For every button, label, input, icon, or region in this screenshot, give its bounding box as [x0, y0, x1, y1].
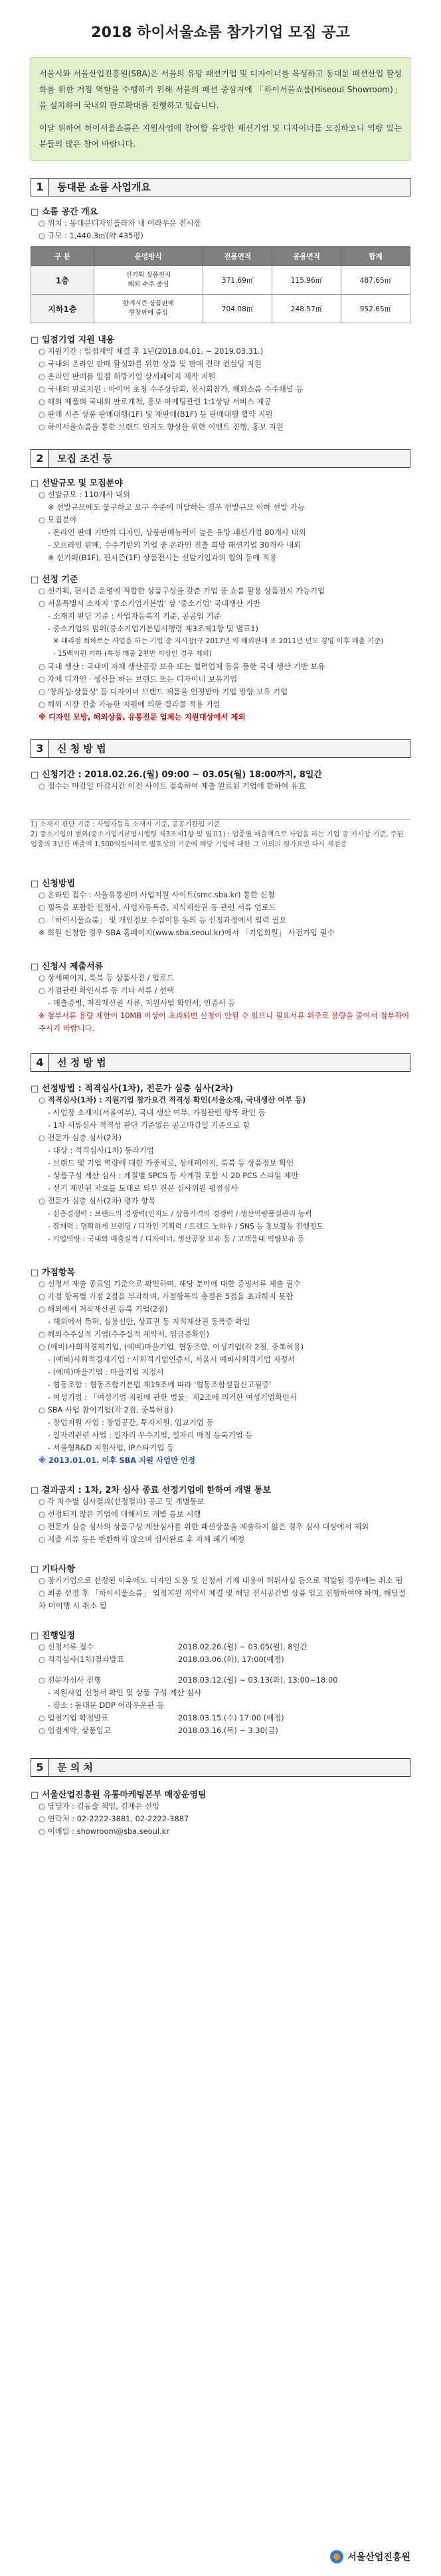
page-title: 2018 하이서울쇼룸 참가기업 모집 공고 [91, 25, 350, 41]
sba-note: ※ 2013.01.01. 이후 SBA 지원 사업만 인정 [39, 1456, 195, 1465]
subsection-title: □ 진행일정 [31, 1631, 76, 1641]
table-header: 합계 [341, 247, 410, 266]
section-header-3 [31, 738, 410, 759]
table-cell: 371.69㎡ [203, 266, 272, 295]
list-item: - 온라인 판매 기반의 디자인, 상품판매능력이 높은 유망 패션기업 80개사 내외 [48, 528, 306, 537]
warning-note: ※ 첨부서류 용량 제한이 10MB 이상이 초과되면 신청이 안될 수 있으니 필요서류 위주로 용량을 줄여서 첨부하여 주시기 바랍니다. [39, 1011, 410, 1033]
list-item: - 1차 서류심사 적격성 판단 기준없은 공고마감일 기준으로 함 [48, 1120, 250, 1130]
list-item: ○ 전문가 심층 심사의 상품구성 계산심사를 위한 패션상품을 제출하지 않은 경우 심사 대상에서 제외 [39, 1522, 369, 1531]
sba-logo-icon [330, 2550, 343, 2563]
list-item: ○ (예비)사회적경제기업, (예비)마을기업, 협동조합, 여성기업(각 2점, 중복허용) [39, 1342, 304, 1351]
list-item: - 협동조합 : 협동조합기본법 제19조에 따라 '협동조합설립신고필증' [48, 1380, 272, 1389]
table-header: 구 분 [31, 247, 94, 266]
subsection-title: □ 가점항목 [31, 1268, 76, 1278]
section-header-4 [31, 1052, 410, 1073]
table-header: 전용면적 [203, 247, 272, 266]
list-item: ○ 전문가 심층 심사(2차) [39, 1133, 122, 1142]
subsection-title: □ 선정방법 : 적격심사(1차), 전문가 심층 심사(2차) [31, 1084, 233, 1094]
list-item: - 사업장 소재지(서울여부), 국내 생산 여부, 가점관련 항목 확인 등 [48, 1108, 266, 1117]
table-header: 공용면적 [272, 247, 341, 266]
list-item: - 중소기업의 범위(중소기업기본법시행령 제3조제1항 및 별표1) [48, 624, 258, 633]
table-cell: 지하1층 [31, 295, 94, 323]
list-item: ※ 선발규모에도 불구하고 요구 수준에 미달하는 경우 선발규모 이하 선발 가능 [48, 502, 305, 512]
section-header-2 [31, 448, 410, 469]
table-cell: 115.96㎡ [272, 266, 341, 295]
section-number: 3 [31, 739, 49, 758]
space-table [31, 246, 410, 323]
table-cell: 704.08㎡ [203, 295, 272, 323]
table-cell: 952.65㎡ [341, 295, 410, 323]
list-item: ○ 제출 서류 등은 반환하지 않으며 심사완료 후 자체 폐기 예정 [39, 1535, 245, 1544]
schedule-row: ○ 입점계약, 상품입고 2018.03.16.(목) ~ 3.30(금) [39, 1726, 278, 1735]
intro-paragraph: 서울시와 서울산업진흥원(SBA)은 서울의 유망 패션기업 및 디자이너를 육성하고 동대문 패션산업 활성화를 위한 거점 역할을 수행하기 위해 서울의 패션 중심지에 「하이서울쇼룸(Hiseoul Showroom)」을 설치하여 국내외 판로확대를 진행하고 있습니다. [39, 69, 402, 110]
schedule-row: ○ 신청서류 접수 2018.02.26.(월) ~ 03.05(월), 8일간 [39, 1642, 308, 1651]
list-item: - 해외에서 특허, 실용신안, 상표권 등 지적재산권 등록증 확인 [48, 1317, 250, 1326]
subsection-title: □ 입점기업 지원 내용 [31, 335, 115, 345]
subsection-title: □ 결과공지 : 1차, 2차 심사 종료 선정기업에 한하여 개별 통보 [31, 1485, 272, 1495]
section-number: 4 [31, 1053, 49, 1072]
contact-person: ○ 담당자 : 김동술 책임, 김재은 선임 [39, 1801, 160, 1811]
list-item: ○ 해외수주실적 기업(수주실적 계약서, 입금증확인) [39, 1329, 209, 1339]
section-title: 동대문 쇼룸 사업개요 [49, 178, 410, 196]
list-item: ○ 온라인 접수 : 서울유통센터 사업지원 사이트(smc.sba.kr) 통한 신청 [39, 890, 275, 899]
list-item: ○ 전문가 심층 심사(2차) 평가 항목 [39, 1196, 156, 1205]
list-item: - 15백억원 이하 (특정 매출 2천만 이상인 경우 제외) [53, 650, 212, 658]
section-number: 5 [31, 1758, 49, 1777]
footer-logo [330, 2550, 410, 2563]
list-item: - 일자리관련 사업 : 일자리 우수기업, 일자리 매칭 등록기업 등 [48, 1430, 253, 1440]
list-item: ○ 온라인 판매를 입점 희망기업 상세페이지 제작 지원 [39, 372, 216, 381]
subsection-title: □ 쇼룸 공간 개요 [31, 207, 98, 217]
footnote: 1) 소재지 판단 기준 : 사업자등록 소재지 기준, 공공기관입 기준 [31, 820, 220, 828]
subsection-title: □ 선정 기준 [31, 575, 78, 585]
list-item: - 대상 : 적격심사(1차) 통과기업 [48, 1146, 154, 1155]
list-item: ○ 참가기업으로 선정된 이후에도 디자인 도용 및 신청서 기재 내용이 허위사실 등으로 적발될 경우에는 취소 됨 [39, 1576, 403, 1585]
list-item: ○ 가점관련 확인서류 등 기타 서류 / 선택 [39, 986, 175, 995]
list-item: ○ '창의성·상품성' 등 디자이너 브랜드 제품을 인정받아 기업 방향 보유 기업 [39, 687, 288, 696]
list-item: ○ 하이서울쇼룸을 통한 브랜드 인지도 향상을 위한 이벤트 진행, 홍보 지원 [39, 422, 284, 431]
exclusion-note: ※ 디자인 모방, 해외상품, 유통전문 업체는 지원대상에서 제외 [39, 712, 246, 721]
subsection-title: □ 신청방법 [31, 879, 76, 889]
list-item: ○ 최종 선정 후 「하이서울쇼룸」 입점지원 계약서 체결 및 해당 전시공간별 상품 입고 진행하여야 하며, 해당절차 미이행 시 취소 됨 [39, 1588, 406, 1610]
schedule-row: ○ 적격심사(1차)결과발표 2018.03.06.(화), 17:00(예정) [39, 1655, 284, 1664]
list-item: ※ 회원 신청한 경우 SBA 홈페이지(www.sba.seoul.kr)에서 「기업회원」 사전가입 필수 [39, 928, 335, 937]
section-title: 모집 조건 등 [49, 449, 410, 468]
list-item: ※ 선기획(B1F), 편시즌(1F) 상품전시는 선발기업과의 협의 등에 적용 [48, 553, 277, 562]
list-item: - 여성기업 : 「여성기업 지원에 관한 법률」제2조에 의거한 여성기업확인서 [48, 1393, 298, 1402]
table-header: 운영방식 [94, 247, 203, 266]
table-cell: 한계시즌 상품판매 현장판매 중심 [94, 295, 203, 323]
section-number: 1 [31, 178, 49, 196]
intro-paragraph: 이달 위하여 하이서울쇼룸은 지원사업에 참여할 유망한 패션기업 및 디자이너를 모집하오니 역량 있는 분들의 많은 참여 바랍니다. [39, 123, 402, 149]
schedule-row: - 장소 : 동대문 DDP 어라우운관 등 [48, 1701, 165, 1710]
list-item: ○ 해외 시장 진출 가능한 지원에 의한 결과물 적용 기업 [39, 700, 220, 709]
section-number: 2 [31, 449, 49, 468]
list-item: - 브랜드 및 기업 역량에 대한 가중치로, 상세페이지, 룩북 등 상품정보 확인 [48, 1158, 294, 1168]
section-title: 문 의 처 [49, 1758, 410, 1777]
list-item: - 심층경쟁력 : 브랜드의 경쟁력(인지도 / 상품가격의 경쟁력 / 생산역량품질관리 능력 [48, 1209, 312, 1218]
list-item: ○ 선기획, 편시즌 운영에 적합한 상품구성을 갖춘 기업 중 쇼룸 활용 상품전시 가능기업 [39, 586, 325, 595]
list-item: - 선기 제안된 자료를 토대로 외부 전문 심사위원 평점심사 [48, 1183, 238, 1193]
subsection-title: □ 선발규모 및 모집분야 [31, 479, 123, 489]
section-title: 선 정 방 법 [49, 1053, 410, 1072]
subsection-title: □ 기타사항 [31, 1564, 76, 1574]
list-item: ○ 가점 항목별 가점 2점을 부과하며, 가점항목의 총점은 5점을 초과하지 못함 [39, 1292, 294, 1301]
subsection-title: □ 신청시 제출서류 [31, 962, 104, 972]
list-item: ○ 규모 : 1,440.3㎡(약 435평) [39, 231, 143, 240]
list-item: ○ 접수는 마감일 마감시간 이전 사이트 접속하여 제출 완료된 기업에 한하여 유효 [39, 781, 306, 791]
list-item: ○ 위치 : 동대문디자인플라자 내 어라우운 전시장 [39, 218, 201, 228]
subsection-title: □ 신청기간 : 2018.02.26.(월) 09:00 ~ 03.05(월) 18:00까지, 8일간 [31, 770, 322, 780]
contact-org: □ 서울산업진흥원 유통마케팅본부 매장운영팀 [31, 1790, 207, 1800]
list-item: ○ 선발규모 : 110개사 내외 [39, 490, 131, 499]
intro-box [31, 57, 410, 161]
list-item: ○ 국내외 판로지원 : 바이어 초청 수주상담회, 전시회참가, 해외쇼룸 수주채널 등 [39, 384, 304, 394]
schedule-row: ○ 전문가심사 진행 2018.03.12.(월) ~ 03.13(화), 13:00~18:00 [39, 1675, 338, 1685]
list-item: ○ 지원기간 : 입점계약 체결 후 1년(2018.04.01. ~ 2019.03.31.) [39, 346, 264, 356]
table-cell: 선기획 상품전시 해외 수주 중심 [94, 266, 203, 295]
schedule-row: - 지원사업 신청서 확인 및 상품 구성 계산 심사 [48, 1688, 202, 1697]
table-row [31, 266, 410, 295]
list-item: ○ 해외 제품의 국내외 판로개척, 홍보·마케팅관련 1:1상담 서비스 제공 [39, 397, 272, 406]
list-item: ○ 모집분야 [39, 515, 77, 524]
list-item: ○ 서울특별시 소재지 '중소기업기본법' 상 '중소기업' 국내생산 기반 [39, 599, 260, 608]
table-row [31, 295, 410, 323]
list-item: - 매출증빙, 저작재산권 서류, 지원사업 확인서, 인증서 등 [48, 998, 236, 1008]
schedule-row: ○ 입점기업 확정발표 2018.03.15.(수) 17:00 (예정) [39, 1713, 284, 1722]
list-item: ○ 국내 생산 : 국내에 자체 생산공장 보유 또는 협력업체 등을 통한 국내 생산 기반 보유 [39, 662, 325, 671]
footer-org-name: 서울산업진흥원 [347, 2552, 410, 2563]
list-item: - 창업지원 사업 : 창업공간, 투자지원, 입교기업 등 [48, 1418, 214, 1427]
list-item: ○ 적격심사(1차) : 지원기업 참가요건 적격성 확인(서울소재, 국내생산 여부 등) [39, 1095, 306, 1104]
list-item: - 상품구성 계산 심사 : 계절별 SPCS 등 사계절 포함 시 20 PCS 스타일 제안 [48, 1171, 299, 1180]
list-item: - 기업역량 : 국내외 매출실적 / 디자이너, 생산공장 보유 등 / 고객응대 역량보유 등 [48, 1235, 305, 1243]
list-item: ※ 대리점 회차로는 사업을 하는 기업 중 지시장(구 2017년 약 해외판매 조 2011년 년도 경영 이후 매출 기준) [53, 637, 384, 645]
list-item: - 오프라인 판매, 수주기반의 기업 중 온라인 진출 희망 패션기업 30개사 내외 [48, 540, 302, 550]
list-item: ○ 신청서 제출 종료일 기준으로 확인하며, 해당 분야에 대한 증빙서류 제출 필수 [39, 1279, 301, 1288]
list-item: ○ 판매 시즌 상품 판매대행(1F) 및 재판매(B1F) 등 판매대행 협약 지원 [39, 410, 273, 419]
list-item: ○ 선정되지 않은 기업에 대해서도 개별 통보 시행 [39, 1509, 201, 1519]
contact-email[interactable]: ○ 이메일 : showroom@sba.seoul.kr [39, 1827, 169, 1836]
section-header-5 [31, 1757, 410, 1778]
list-item: - (예비)사회적경제기업 : 사회적기업인증서, 서울시 예비사회적기업 지정서 [48, 1355, 296, 1364]
section-title: 신 청 방 법 [49, 739, 410, 758]
list-item: ○ 각 차수별 심사결과(선정결과) 공고 및 개별통보 [39, 1497, 205, 1506]
list-item: ○ SBA 사업 참여기업(각 2점, 중복허용) [39, 1405, 173, 1414]
table-cell: 1층 [31, 266, 94, 295]
list-item: ○ 「하이서울쇼룸」 및 개인정보 수집이용 동의 등 신청과정에서 입력 필요 [39, 915, 287, 925]
list-item: - 잠재력 : 명확하게 브랜딩 / 디자인 기획력 / 트렌드 노하우 / SNS 등 홍보활동 진행정도 [48, 1222, 324, 1231]
list-item: - 서울형R&D 지원사업, IP스타기업 등 [48, 1443, 175, 1452]
list-item: - 소재지 판단 기준 : 사업자등록지 기준, 공공입 기준 [48, 611, 221, 621]
footnote: 2) 중소기업의 범위(중소기업기본법시행령 제3조제1항 및 별표1) : 업종별 매출액으로 사업을 하는 기업 중 지시장 기준, 주된 업종의 3년간 매출액 1,500억원이하로 별표상의 기준에 해당 기업에 대한 그 이외의 평가요인 다시 재검증 [31, 830, 404, 848]
list-item: ○ 필독을 포함한 신청서, 사업자등록증, 지식재산권 등 관련 서류 업로드 [39, 903, 276, 912]
table-cell: 487.65㎡ [341, 266, 410, 295]
list-item: ○ 국내외 온라인 판매 활성화를 위한 상품 및 판매 전략 컨설팅 지원 [39, 359, 262, 368]
list-item: - (예비)마을기업 : 마을기업 지정서 [48, 1367, 164, 1377]
contact-phone: ○ 연락처 : 02-2222-3881, 02-2222-3887 [39, 1814, 189, 1823]
list-item: ○ 해외에서 저작재산권 등록 기업(2점) [39, 1304, 168, 1314]
table-cell: 248.57㎡ [272, 295, 341, 323]
list-item: ○ 상세페이지, 룩북 등 상품사진 / 업로드 [39, 973, 175, 982]
section-header-1 [31, 177, 410, 198]
list-item: ○ 자체 디자인 · 생산을 하는 브랜드 또는 디자이너 보유기업 [39, 674, 238, 684]
